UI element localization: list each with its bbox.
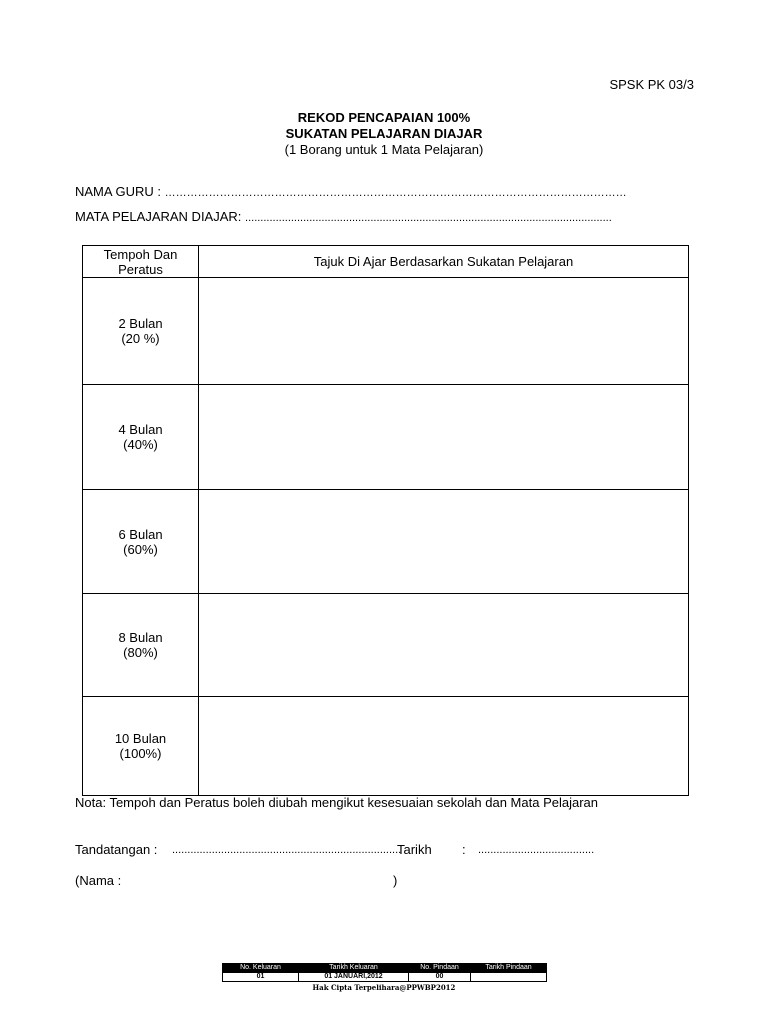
title-block	[0, 110, 768, 158]
tandatangan-label: Tandatangan :	[75, 842, 158, 857]
revision-header-cell: No. Keluaran	[223, 964, 299, 973]
header-tempoh-peratus	[83, 246, 199, 278]
title-line-1: REKOD PENCAPAIAN 100%	[297, 110, 471, 125]
revision-table	[222, 963, 547, 982]
revision-header-cell: Tarikh Keluaran	[299, 964, 409, 973]
period-cell	[83, 385, 199, 490]
nama-guru-field[interactable]	[75, 184, 627, 199]
period-label: 10 Bulan	[114, 731, 167, 746]
tarikh-dots[interactable]: ......................................	[478, 844, 595, 856]
table-row	[83, 594, 689, 697]
achievement-table	[82, 245, 689, 796]
tandatangan-dots[interactable]: ...........................................................................	[172, 844, 402, 856]
period-percent: (100%)	[119, 746, 162, 761]
period-percent: (60%)	[123, 541, 158, 557]
header-tajuk: Tajuk Di Ajar Berdasarkan Sukatan Pelajaran	[199, 246, 689, 278]
topic-cell[interactable]	[199, 697, 689, 796]
tarikh-label: Tarikh	[397, 842, 432, 857]
period-percent: (40%)	[123, 437, 158, 452]
topic-cell[interactable]	[199, 278, 689, 385]
table-header-row	[83, 246, 689, 278]
revision-header-cell: No. Pindaan	[409, 964, 471, 973]
title-line-2: SUKATAN PELAJARAN DIAJAR	[285, 126, 483, 141]
period-cell	[83, 594, 199, 697]
revision-value-cell: 01 JANUARI,2012	[299, 973, 409, 982]
topic-cell[interactable]	[199, 594, 689, 697]
period-label: 8 Bulan	[118, 630, 163, 645]
table-row	[83, 697, 689, 796]
mata-pelajaran-field[interactable]	[75, 209, 612, 224]
nota-text: Nota: Tempoh dan Peratus boleh diubah mengikut kesesuaian sekolah dan Mata Pelajaran	[75, 795, 598, 810]
period-percent: (80%)	[123, 645, 158, 660]
revision-value-cell: 01	[223, 973, 299, 982]
nama-guru-label: NAMA GURU :	[75, 184, 161, 199]
revision-value-row	[223, 973, 547, 982]
header-col1-line1: Tempoh Dan	[103, 246, 178, 262]
name-row	[75, 873, 695, 891]
mata-pelajaran-label: MATA PELAJARAN DIAJAR:	[75, 209, 242, 224]
title-line-3: (1 Borang untuk 1 Mata Pelajaran)	[284, 142, 484, 157]
table-row	[83, 490, 689, 594]
period-percent: (20 %)	[121, 331, 160, 346]
revision-value-cell	[471, 973, 547, 982]
period-cell	[83, 490, 199, 594]
period-cell	[83, 278, 199, 385]
period-label: 4 Bulan	[118, 422, 163, 437]
document-code: SPSK PK 03/3	[609, 77, 694, 92]
signature-row	[75, 842, 695, 860]
table-row	[83, 278, 689, 385]
topic-cell[interactable]	[199, 385, 689, 490]
revision-header-row	[223, 964, 547, 973]
period-label: 6 Bulan	[118, 526, 163, 542]
table-row	[83, 385, 689, 490]
revision-header-cell: Tarikh Pindaan	[471, 964, 547, 973]
nama-open-label: (Nama :	[75, 873, 122, 888]
mata-pelajaran-dots: ........................................................................................................................	[245, 212, 612, 224]
period-cell	[83, 697, 199, 796]
period-label: 2 Bulan	[118, 316, 163, 331]
nama-close-paren: )	[393, 873, 398, 888]
nama-guru-dots: ………………………………………………………………………………………………………………	[164, 187, 627, 199]
revision-value-cell: 00	[409, 973, 471, 982]
copyright-text: Hak Cipta Terpelihara@PPWBP2012	[312, 983, 456, 992]
tarikh-colon: :	[462, 842, 466, 857]
header-col1-line2: Peratus	[118, 261, 163, 277]
topic-cell[interactable]	[199, 490, 689, 594]
